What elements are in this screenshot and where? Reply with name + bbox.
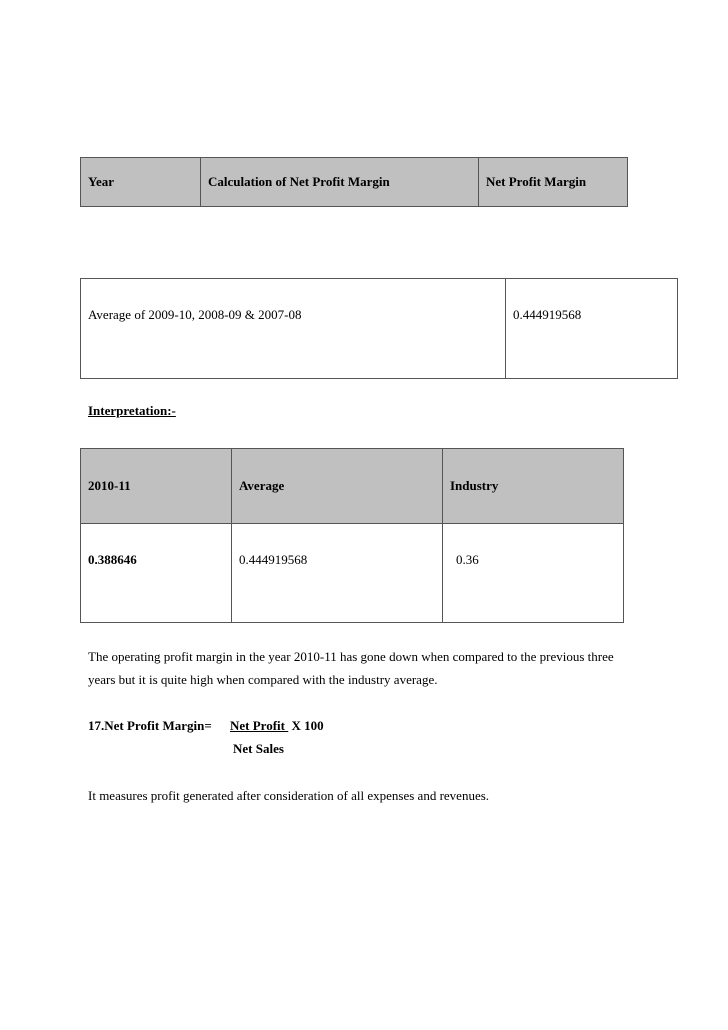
formula-numerator: Net Profit [230,718,289,733]
average-value-cell [506,279,678,379]
value-industry-text: 0.36 [456,552,479,567]
col-average-header: Average [232,449,443,524]
formula-multiplier: X 100 [291,718,324,733]
value-2010-11-text: 0.388646 [88,552,137,567]
col-2010-11-header: 2010-11 [81,449,232,524]
interpretation-paragraph-line2: years but it is quite high when compared with the industry average. [88,672,438,687]
value-2010-11 [81,524,232,623]
value-average [232,524,443,623]
col-industry-header: Industry [443,449,624,524]
col-year-header: Year [81,158,201,207]
value-average-text: 0.444919568 [239,552,308,567]
col-net-profit-margin-header: Net Profit Margin [479,158,628,207]
value-industry [443,524,624,623]
formula-denominator: Net Sales [233,741,284,756]
interpretation-heading: Interpretation:- [88,403,176,418]
average-table [80,278,678,379]
description-text: It measures profit generated after consideration of all expenses and revenues. [88,788,490,803]
formula-numerator-row [230,718,324,734]
average-value: 0.444919568 [513,307,582,322]
interpretation-paragraph-line1: The operating profit margin in the year 2010-11 has gone down when compared to the previous three [88,649,614,664]
formula-label: 17.Net Profit Margin= [88,718,212,733]
average-label: Average of 2009-10, 2008-09 & 2007-08 [88,307,302,322]
comparison-table [80,448,624,623]
net-profit-margin-header-table [80,157,628,207]
col-calculation-header: Calculation of Net Profit Margin [201,158,479,207]
average-label-cell [81,279,506,379]
